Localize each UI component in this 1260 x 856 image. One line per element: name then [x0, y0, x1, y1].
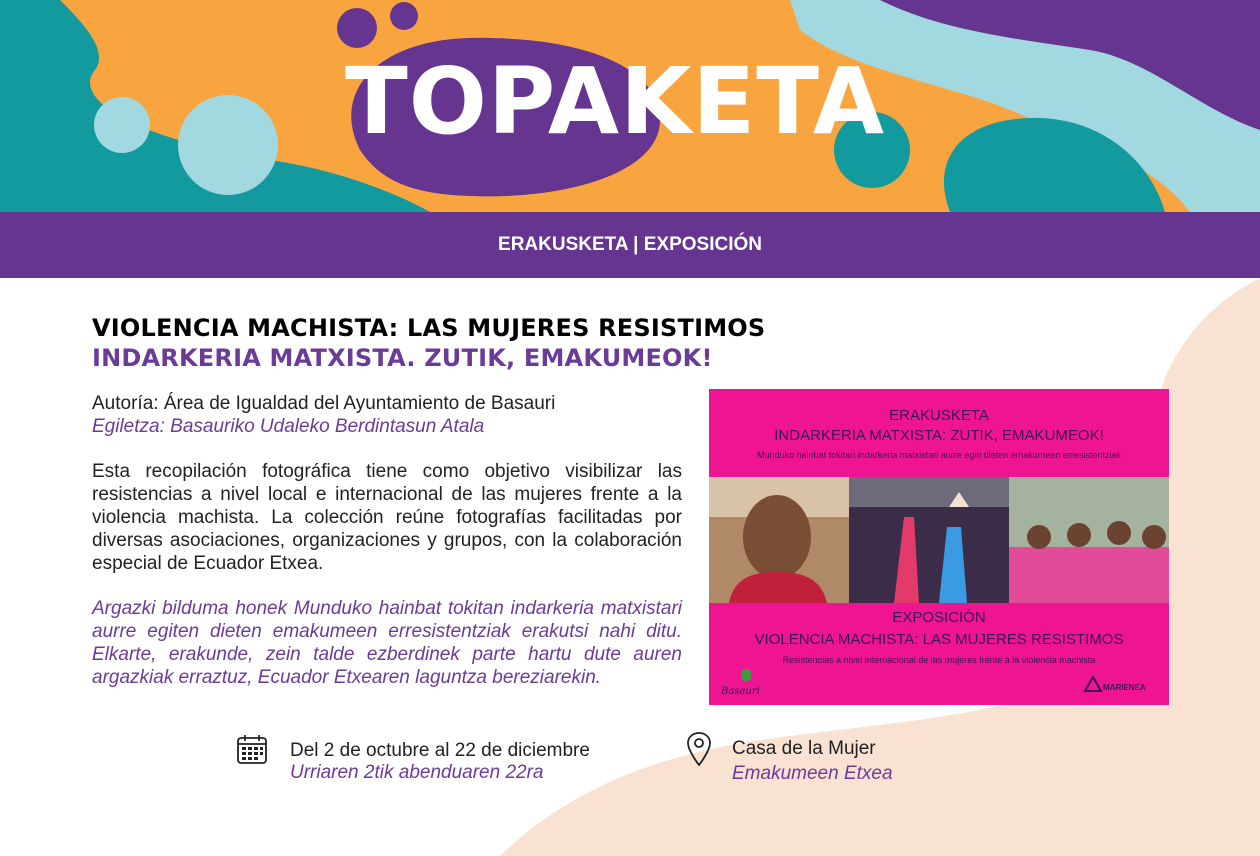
- dates-spanish: Del 2 de octubre al 22 de diciembre: [290, 740, 590, 761]
- svg-text:Basauri: Basauri: [721, 686, 760, 697]
- map-pin-icon: [686, 731, 712, 767]
- marienea-label: MARIENEA: [1103, 683, 1146, 692]
- description-spanish: Esta recopilación fotográfica tiene como objetivo visibilizar las resistencias a nivel local e internacional de las mujeres frente a la violencia machista. La colección reúne fotografías facilitadas por diversas asociaciones, organizaciones y grupos, con la colaboración especial de Ecuador Etxea.: [92, 461, 682, 574]
- exhibition-poster: [709, 389, 1169, 705]
- dates-basque: Urriaren 2tik abenduaren 22ra: [290, 762, 544, 783]
- description-basque: Argazki bilduma honek Munduko hainbat tokitan indarkeria matxistari aurre egiten dieten emakumeen erresistentziak erakutsi nahi ditu. Elkarte, erakunde, zein talde ezberdinek parte hartu dute auren argazkiak erraztuz, Ecuador Etxearen laguntza bereziarekin.: [92, 598, 682, 688]
- category-strip: ERAKUSKETA | EXPOSICIÓN: [0, 212, 1260, 278]
- title-basque: INDARKERIA MATXISTA. ZUTIK, EMAKUMEOK!: [92, 344, 713, 372]
- author-spanish: Autoría: Área de Igualdad del Ayuntamiento de Basauri: [92, 393, 556, 414]
- poster-line-1: ERAKUSKETA: [889, 407, 989, 424]
- author-basque: Egiletza: Basauriko Udaleko Berdintasun Atala: [92, 416, 485, 437]
- title-spanish: VIOLENCIA MACHISTA: LAS MUJERES RESISTIMOS: [92, 314, 766, 342]
- poster-line-2: INDARKERIA MATXISTA: ZUTIK, EMAKUMEOK!: [774, 427, 1104, 444]
- header-banner: [0, 0, 1260, 212]
- marienea-logo: [1083, 673, 1159, 699]
- poster-line-5: VIOLENCIA MACHISTA: LAS MUJERES RESISTIMOS: [754, 631, 1124, 648]
- poster-line-6: Resistencias a nivel internacional de las mujeres frente a la violencia machista: [782, 655, 1096, 665]
- poster-photos: [709, 477, 1169, 603]
- basauri-logo: [721, 669, 781, 697]
- location-spanish: Casa de la Mujer: [732, 738, 876, 759]
- calendar-icon: [236, 733, 268, 765]
- poster-line-4: EXPOSICIÓN: [892, 609, 986, 626]
- banner-title: TOPAKETA: [344, 48, 886, 155]
- poster-line-3: Munduko hainbat tokitan indarkeria matxistari aurre egin dieten emakumeen erresistentziak: [757, 450, 1121, 460]
- location-basque: Emakumeen Etxea: [732, 763, 893, 784]
- marienea-mark-icon: [1083, 673, 1103, 693]
